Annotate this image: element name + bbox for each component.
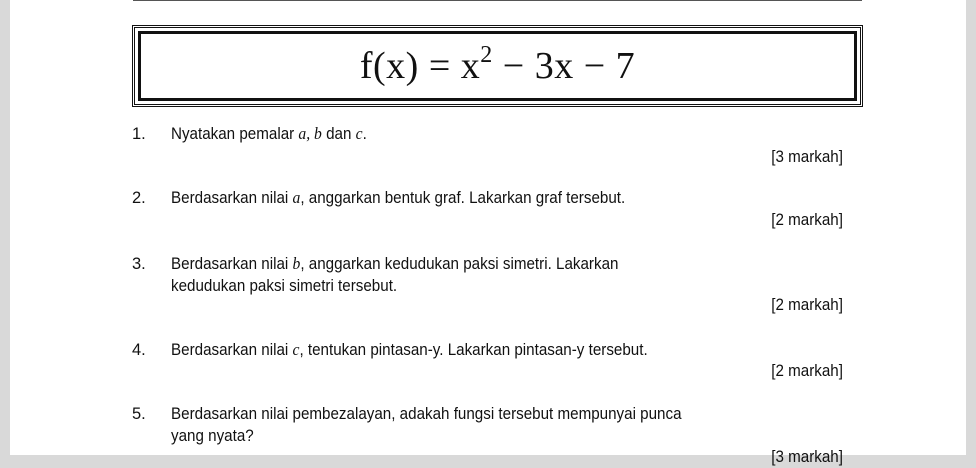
question-text-segment: Nyatakan pemalar [171,125,299,143]
formula-exponent: 2 [480,42,493,68]
question-text [171,187,695,209]
question-text [171,339,695,361]
question-text-segment: , anggarkan bentuk graf. Lakarkan graf tersebut. [300,189,626,207]
question-text-segment: dan [321,125,356,143]
formula-inner-frame [138,31,857,101]
question-marks: [2 markah] [771,362,843,380]
formula-rhs: − 3x − 7 [492,45,636,87]
question-number: 1. [132,125,146,143]
question-text-segment: , tentukan pintasan-y. Lakarkan pintasan-y tersebut. [299,341,648,359]
table-divider [284,0,285,1]
question-text-segment: Berdasarkan nilai pembezalayan, adakah fungsi tersebut mempunyai punca yang nyata? [171,405,682,445]
question-text-segment: . [362,125,367,143]
question-number: 3. [132,255,146,273]
formula-box [132,25,863,107]
math-variable: b [292,254,301,273]
document-page [10,0,966,466]
question-marks: [3 markah] [771,148,843,166]
question-text [171,123,695,145]
question-text-segment: , anggarkan kedudukan paksi simetri. Lakarkan kedudukan paksi simetri tersebut. [171,255,619,295]
question-text-segment: Berdasarkan nilai [171,341,293,359]
question-marks: [2 markah] [771,296,843,314]
question-text [171,253,695,297]
math-variable: a, b [298,124,322,143]
previous-table-edge [133,0,862,1]
question-text [171,403,695,447]
math-variable: a [292,188,301,207]
question-text-segment: Berdasarkan nilai [171,255,293,273]
question-number: 5. [132,405,146,423]
quadratic-formula [360,44,635,88]
question-number: 4. [132,341,146,359]
formula-lhs: f(x) = x [359,45,481,87]
question-marks: [3 markah] [771,448,843,466]
math-variable: c [292,340,300,359]
question-marks: [2 markah] [771,211,843,229]
question-number: 2. [132,189,146,207]
question-text-segment: Berdasarkan nilai [171,189,293,207]
math-variable: c [355,124,363,143]
